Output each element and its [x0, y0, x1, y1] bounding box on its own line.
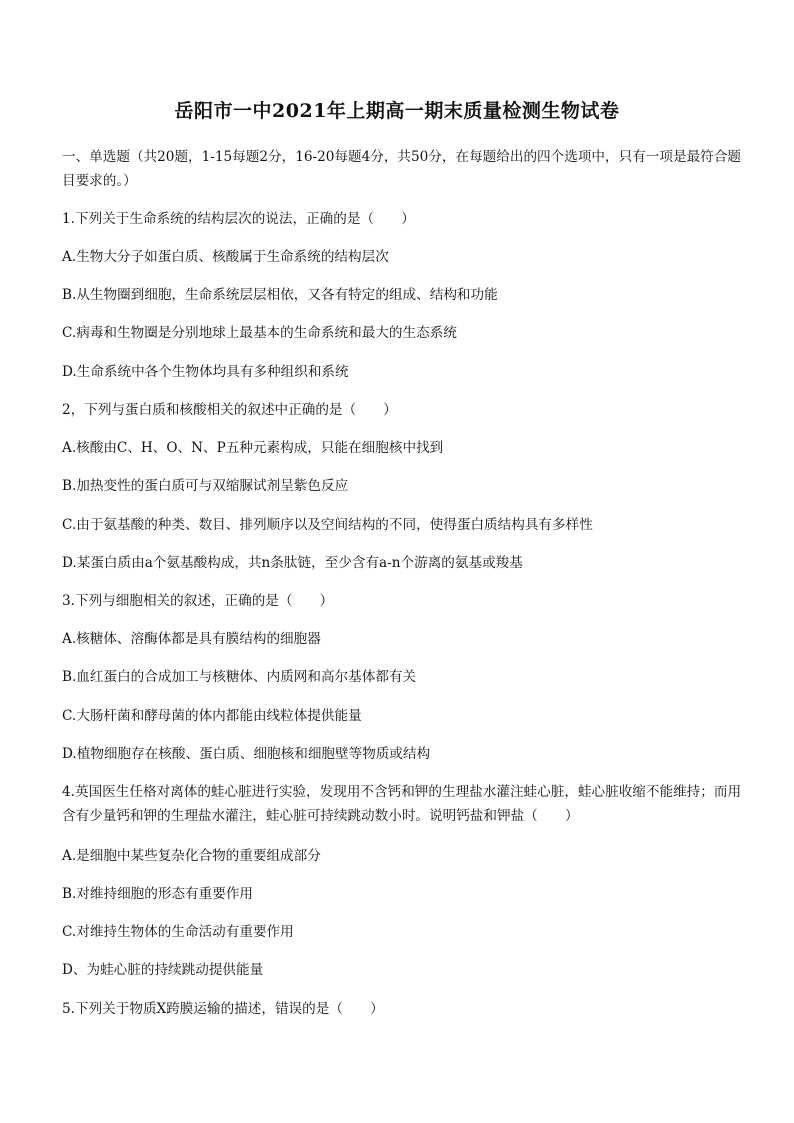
- question-4-option-c: C.对维持生物体的生命活动有重要作用: [62, 924, 294, 940]
- question-1-option-c: C.病毒和生物圈是分别地球上最基本的生命系统和最大的生态系统: [62, 325, 457, 341]
- question-3-option-d: D.植物细胞存在核酸、蛋白质、细胞核和细胞壁等物质或结构: [62, 746, 431, 762]
- question-2-option-d: D.某蛋白质由a个氨基酸构成，共n条肽链，至少含有a-n个游离的氨基或羧基: [62, 555, 523, 571]
- question-4-option-d: D、为蛙心脏的持续跳动提供能量: [62, 962, 264, 978]
- question-4-option-a: A.是细胞中某些复杂化合物的重要组成部分: [62, 848, 321, 864]
- question-2-option-c: C.由于氨基酸的种类、数目、排列顺序以及空间结构的不同，使得蛋白质结构具有多样性: [62, 517, 593, 533]
- question-4-stem: 4.英国医生任格对离体的蛙心脏进行实验，发现用不含钙和钾的生理盐水灌注蛙心脏，蛙心脏收缩不能维持；而用含有少量钙和钾的生理盐水灌注，蛙心脏可持续跳动数小时。说明钙盐和钾盐（ ）: [62, 784, 742, 824]
- exam-title: 岳阳市一中2021年上期高一期末质量检测生物试卷: [174, 100, 620, 122]
- question-1-stem: 1.下列关于生命系统的结构层次的说法，正确的是（ ）: [62, 211, 415, 227]
- section-heading: 一、单选题（共20题，1-15每题2分，16-20每题4分，共50分，在每题给出的四个选项中，只有一项是最符合题目要求的。）: [62, 149, 741, 189]
- question-4-option-b: B.对维持细胞的形态有重要作用: [62, 886, 254, 902]
- question-3-stem: 3.下列与细胞相关的叙述，正确的是（ ）: [62, 593, 334, 609]
- question-2-option-b: B.加热变性的蛋白质可与双缩脲试剂呈紫色反应: [62, 478, 349, 494]
- question-1-option-a: A.生物大分子如蛋白质、核酸属于生命系统的结构层次: [62, 249, 389, 265]
- question-3-option-b: B.血红蛋白的合成加工与核糖体、内质网和高尔基体都有关: [62, 669, 417, 685]
- question-1-option-b: B.从生物圈到细胞，生命系统层层相依，又各有特定的组成、结构和功能: [62, 287, 498, 303]
- question-3-option-a: A.核糖体、溶酶体都是具有膜结构的细胞器: [62, 631, 321, 647]
- question-5-stem: 5.下列关于物质X跨膜运输的描述，错误的是（ ）: [62, 1001, 384, 1017]
- question-1-option-d: D.生命系统中各个生物体均具有多种组织和系统: [62, 364, 349, 380]
- question-2-stem: 2，下列与蛋白质和核酸相关的叙述中正确的是（ ）: [62, 402, 397, 418]
- question-2-option-a: A.核酸由C、H、O、N、P五种元素构成，只能在细胞核中找到: [62, 440, 444, 456]
- question-3-option-c: C.大肠杆菌和酵母菌的体内都能由线粒体提供能量: [62, 708, 362, 724]
